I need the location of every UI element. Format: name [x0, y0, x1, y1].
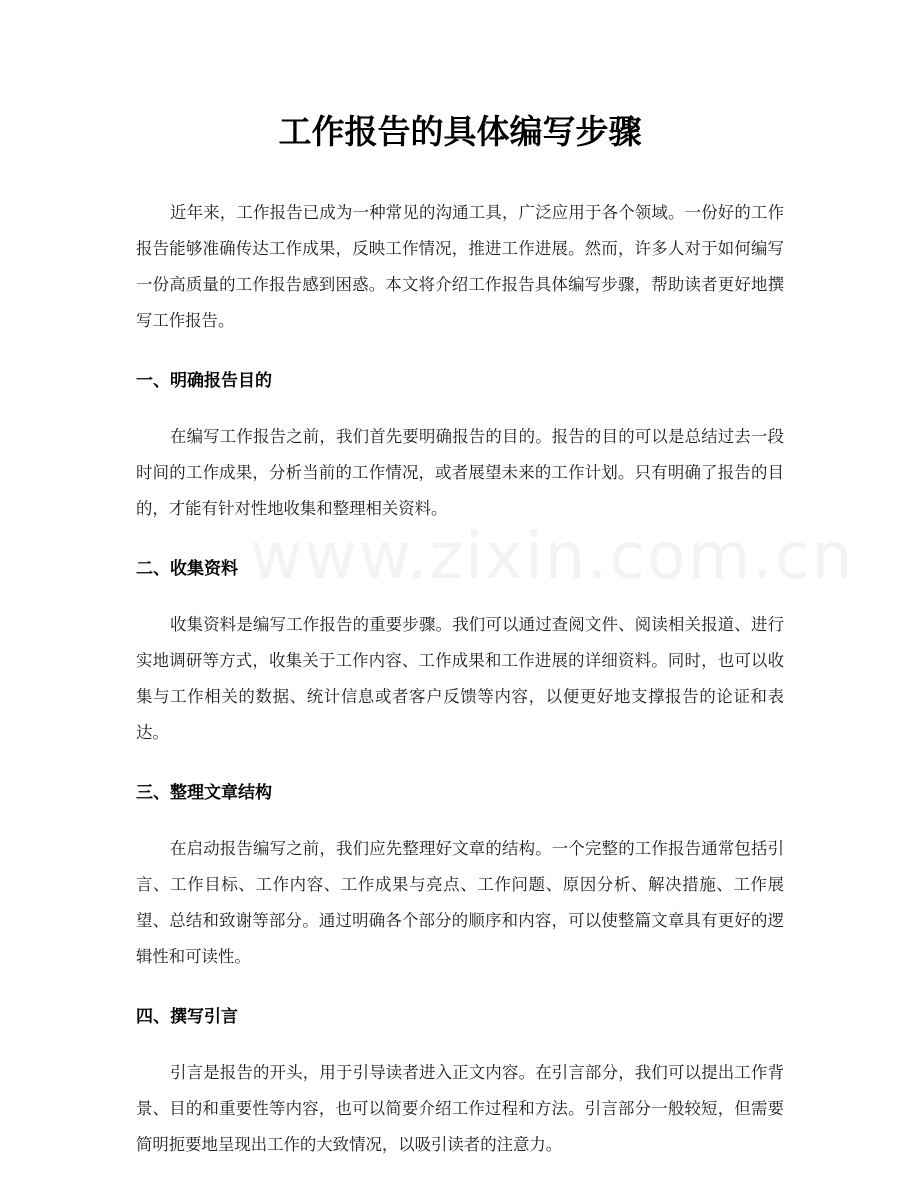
- section-heading-3: 三、整理文章结构: [136, 783, 272, 803]
- section-body-1: 在编写工作报告之前，我们首先要明确报告的目的。报告的目的可以是总结过去一段时间的工作成果，分析当前的工作情况，或者展望未来的工作计划。只有明确了报告的目的，才能有针对性地收集和整理相关资料。: [136, 427, 784, 518]
- section-body-3: 在启动报告编写之前，我们应先整理好文章的结构。一个完整的工作报告通常包括引言、工作目标、工作内容、工作成果与亮点、工作问题、原因分析、解决措施、工作展望、总结和致谢等部分。通过明确各个部分的顺序和内容，可以使整篇文章具有更好的逻辑性和可读性。: [136, 839, 784, 966]
- section-body-4: 引言是报告的开头，用于引导读者进入正文内容。在引言部分，我们可以提出工作背景、目的和重要性等内容，也可以简要介绍工作过程和方法。引言部分一般较短，但需要简明扼要地呈现出工作的大致情况，以吸引读者的注意力。: [136, 1063, 784, 1154]
- section-heading-1: 一、明确报告目的: [136, 371, 272, 391]
- document-title: 工作报告的具体编写步骤: [278, 112, 642, 151]
- section-heading-4: 四、撰写引言: [136, 1007, 238, 1027]
- watermark: www.zixin.com.cn: [250, 520, 855, 594]
- section-heading-2: 二、收集资料: [136, 559, 238, 579]
- section-body-2: 收集资料是编写工作报告的重要步骤。我们可以通过查阅文件、阅读相关报道、进行实地调研等方式，收集关于工作内容、工作成果和工作进展的详细资料。同时，也可以收集与工作相关的数据、统计信息或者客户反馈等内容，以便更好地支撑报告的论证和表达。: [136, 615, 784, 742]
- intro-paragraph: 近年来，工作报告已成为一种常见的沟通工具，广泛应用于各个领域。一份好的工作报告能够准确传达工作成果，反映工作情况，推进工作进展。然而，许多人对于如何编写一份高质量的工作报告感到困惑。本文将介绍工作报告具体编写步骤，帮助读者更好地撰写工作报告。: [136, 203, 784, 330]
